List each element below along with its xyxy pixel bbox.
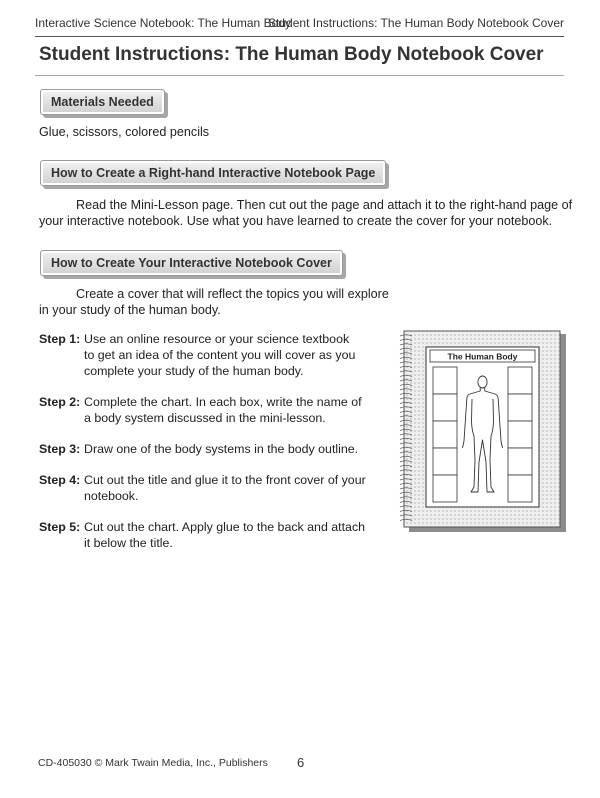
step-label: Step 2: bbox=[39, 395, 81, 409]
chart-box bbox=[508, 448, 532, 475]
chart-box bbox=[433, 394, 457, 421]
right-hand-text-line-1: Read the Mini-Lesson page. Then cut out the page and attach it to the right-hand page of bbox=[76, 198, 573, 212]
chart-box bbox=[508, 394, 532, 421]
steps-list bbox=[39, 331, 379, 566]
step-text bbox=[84, 394, 379, 426]
step-label: Step 3: bbox=[39, 442, 81, 456]
page-number: 6 bbox=[297, 755, 305, 770]
step-line: to get an idea of the content you will cover as you bbox=[84, 348, 356, 362]
step-text bbox=[84, 472, 379, 504]
title-divider bbox=[35, 75, 564, 76]
chart-box bbox=[508, 421, 532, 448]
step-item bbox=[39, 519, 379, 551]
chart-box bbox=[508, 475, 532, 502]
chart-box bbox=[433, 475, 457, 502]
step-text bbox=[84, 331, 379, 379]
step-label: Step 4: bbox=[39, 473, 81, 487]
right-hand-heading: How to Create a Right-hand Interactive Notebook Page bbox=[40, 160, 386, 186]
chart-title: The Human Body bbox=[447, 351, 518, 362]
step-label: Step 5: bbox=[39, 520, 81, 534]
step-item bbox=[39, 472, 379, 504]
step-line: it below the title. bbox=[84, 536, 173, 550]
step-item bbox=[39, 331, 379, 379]
step-text bbox=[84, 519, 379, 551]
footer-copyright: CD-405030 © Mark Twain Media, Inc., Publishers bbox=[38, 757, 268, 769]
header-divider bbox=[35, 36, 564, 37]
step-line: Complete the chart. In each box, write the name of bbox=[84, 395, 362, 409]
step-line: Use an online resource or your science textbook bbox=[84, 332, 350, 346]
page-title: Student Instructions: The Human Body Notebook Cover bbox=[39, 44, 544, 65]
right-hand-text-line-2: your interactive notebook. Use what you have learned to create the cover for your notebook. bbox=[39, 214, 553, 228]
running-header-right: Student Instructions: The Human Body Notebook Cover bbox=[268, 16, 564, 30]
cover-text-line-1: Create a cover that will reflect the topics you will explore bbox=[76, 287, 389, 301]
chart-box bbox=[433, 421, 457, 448]
step-item bbox=[39, 441, 379, 457]
step-line: Draw one of the body systems in the body outline. bbox=[84, 442, 359, 456]
cover-text-line-2: in your study of the human body. bbox=[39, 303, 221, 317]
step-line: Cut out the title and glue it to the front cover of your bbox=[84, 473, 366, 487]
step-line: a body system discussed in the mini-lesson. bbox=[84, 411, 326, 425]
notebook-cover-illustration bbox=[398, 330, 568, 534]
step-item bbox=[39, 394, 379, 426]
materials-heading: Materials Needed bbox=[40, 89, 165, 115]
running-header-left: Interactive Science Notebook: The Human Body bbox=[35, 16, 291, 30]
step-label: Step 1: bbox=[39, 332, 81, 346]
cover-text bbox=[39, 286, 399, 318]
chart-box bbox=[508, 367, 532, 394]
materials-text: Glue, scissors, colored pencils bbox=[39, 125, 210, 139]
chart-box bbox=[433, 367, 457, 394]
right-hand-text bbox=[39, 197, 579, 229]
chart-box bbox=[433, 448, 457, 475]
step-line: complete your study of the human body. bbox=[84, 364, 304, 378]
step-line: notebook. bbox=[84, 489, 139, 503]
step-line: Cut out the chart. Apply glue to the back and attach bbox=[84, 520, 366, 534]
cover-heading: How to Create Your Interactive Notebook Cover bbox=[40, 250, 343, 276]
step-text bbox=[84, 441, 379, 457]
